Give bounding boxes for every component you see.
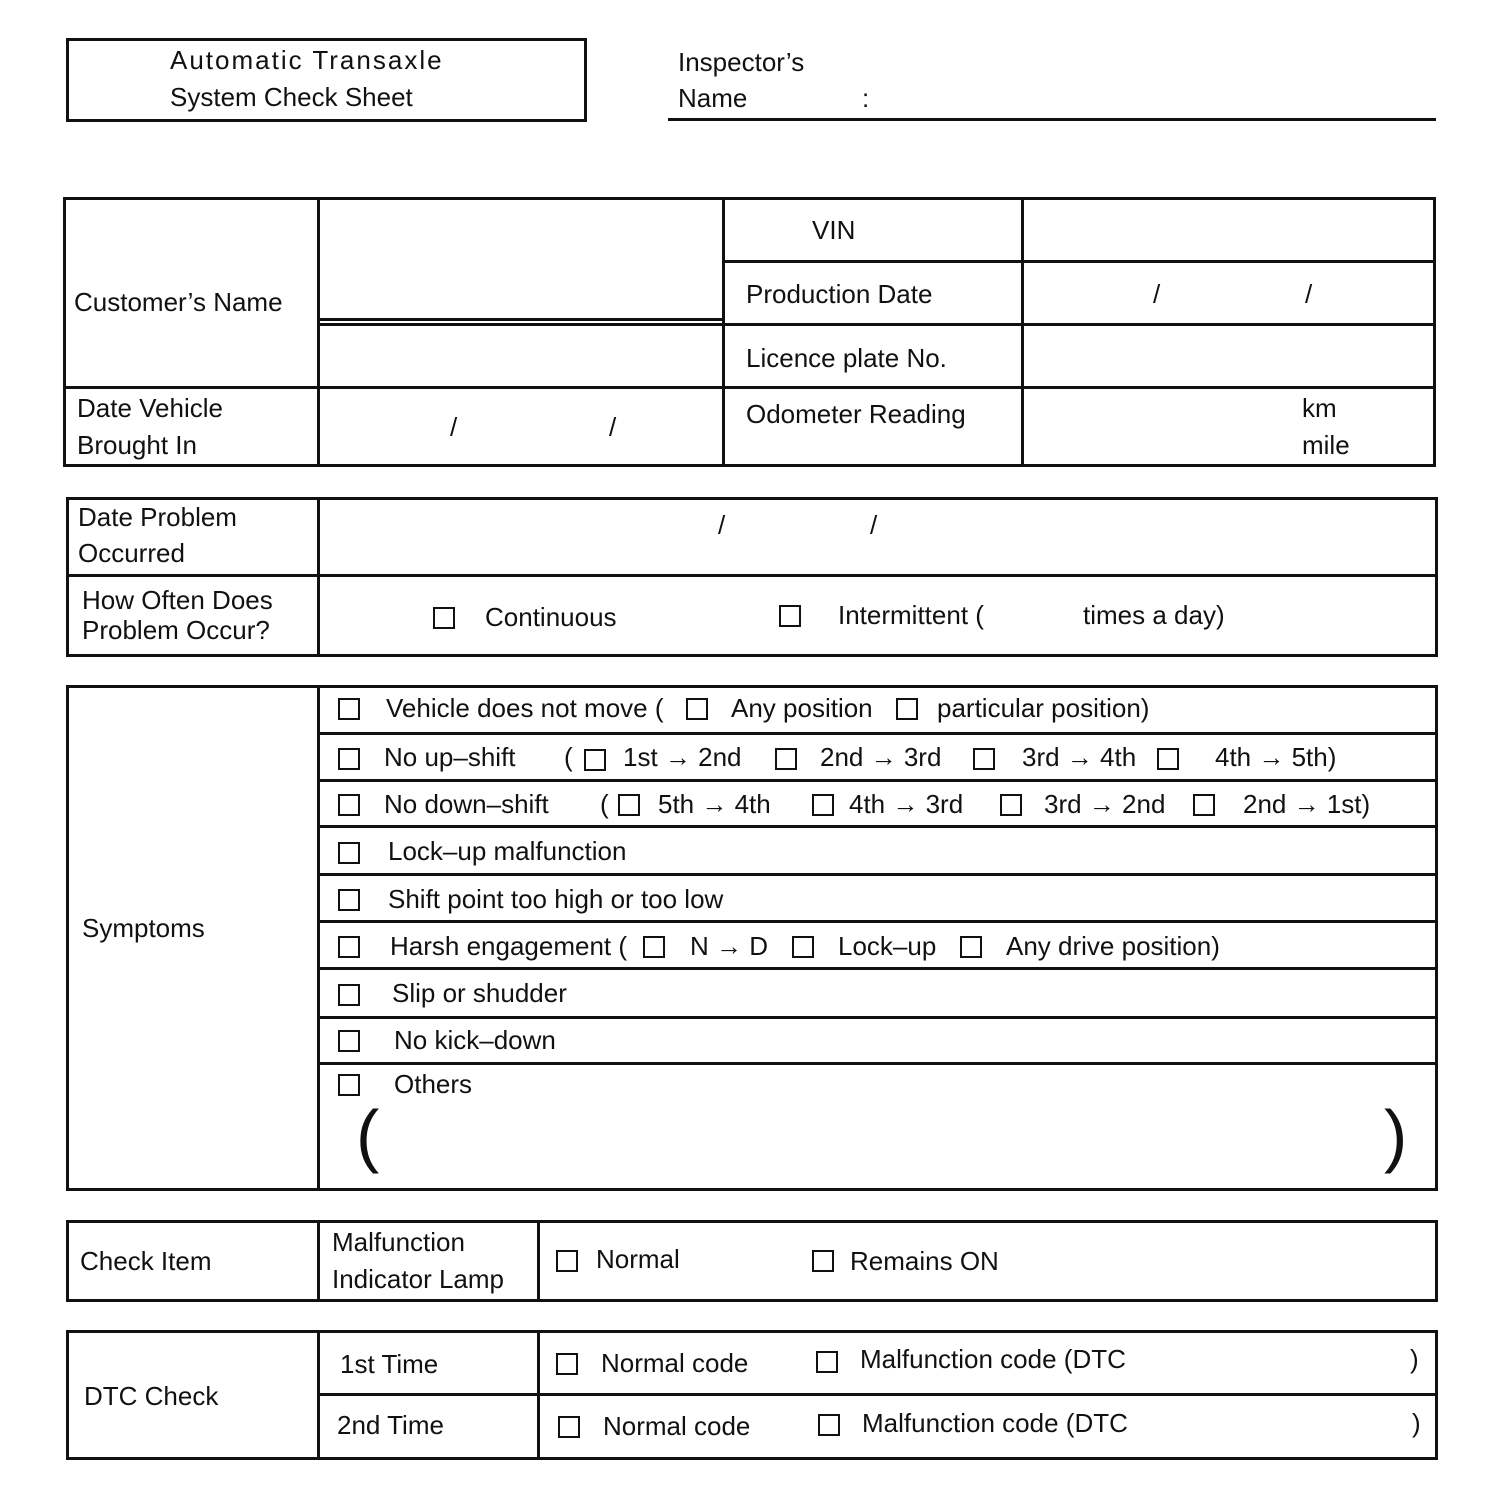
dtc-check-label: DTC Check <box>84 1381 219 1411</box>
continuous-label: Continuous <box>485 602 617 632</box>
date-brought-in-sep-1: / <box>450 412 458 442</box>
licence-plate-label: Licence plate No. <box>746 343 947 373</box>
upshift-3-4-label: 3rd → 4th <box>1022 742 1137 772</box>
harsh-lockup-label: Lock–up <box>838 931 937 961</box>
any-position-checkbox[interactable] <box>686 698 708 720</box>
downshift-5-4-label: 5th → 4th <box>658 789 771 819</box>
dtc-2nd-close-paren: ) <box>1412 1408 1421 1438</box>
upshift-4-5-checkbox[interactable] <box>1157 748 1179 770</box>
mil-remains-on-checkbox[interactable] <box>812 1250 834 1272</box>
production-date-sep-1: / <box>1153 279 1161 309</box>
harsh-engagement-checkbox[interactable] <box>338 936 360 958</box>
check-item-table <box>66 1220 1438 1302</box>
dtc-second-time-label: 2nd Time <box>337 1410 444 1440</box>
harsh-n-d-checkbox[interactable] <box>643 936 665 958</box>
no-downshift-label: No down–shift <box>384 789 549 819</box>
mil-label-1: Malfunction <box>332 1227 465 1257</box>
upshift-4-5-label: 4th → 5th) <box>1215 742 1337 772</box>
lockup-malfunction-checkbox[interactable] <box>338 842 360 864</box>
upshift-1-2-checkbox[interactable] <box>584 749 606 771</box>
date-brought-in-label-2: Brought In <box>77 430 197 460</box>
dtc-first-time-label: 1st Time <box>340 1349 439 1379</box>
mil-remains-on-label: Remains ON <box>850 1246 999 1276</box>
mil-normal-checkbox[interactable] <box>556 1250 578 1272</box>
downshift-3-2-checkbox[interactable] <box>1000 794 1022 816</box>
symptoms-label: Symptoms <box>82 913 205 943</box>
date-problem-sep-2: / <box>870 510 878 540</box>
dtc-1st-malfunction-checkbox[interactable] <box>816 1351 838 1373</box>
problem-occurrence-table <box>66 497 1438 657</box>
upshift-open-paren: ( <box>564 742 573 772</box>
not-move-checkbox[interactable] <box>338 698 360 720</box>
inspector-colon: : <box>862 83 870 113</box>
date-brought-in-sep-2: / <box>609 412 617 442</box>
odometer-unit-mile: mile <box>1302 430 1350 460</box>
downshift-open-paren: ( <box>600 789 609 819</box>
harsh-n-d-label: N → D <box>690 931 768 961</box>
others-checkbox[interactable] <box>338 1074 360 1096</box>
slip-shudder-checkbox[interactable] <box>338 984 360 1006</box>
upshift-2-3-checkbox[interactable] <box>775 748 797 770</box>
vin-label: VIN <box>812 215 856 245</box>
intermittent-checkbox[interactable] <box>779 605 801 627</box>
no-downshift-checkbox[interactable] <box>338 794 360 816</box>
odometer-field[interactable] <box>1026 392 1296 462</box>
check-item-label: Check Item <box>80 1246 212 1276</box>
downshift-4-3-label: 4th → 3rd <box>849 789 964 819</box>
downshift-3-2-label: 3rd → 2nd <box>1044 789 1166 819</box>
licence-plate-field[interactable] <box>1026 328 1432 384</box>
date-brought-in-label-1: Date Vehicle <box>77 393 223 423</box>
downshift-2-1-label: 2nd → 1st) <box>1243 789 1371 819</box>
others-close-paren: ) <box>1384 1096 1408 1174</box>
downshift-4-3-checkbox[interactable] <box>812 794 834 816</box>
customer-name-field[interactable] <box>322 200 720 316</box>
customer-name-label: Customer’s Name <box>74 287 283 317</box>
mil-normal-label: Normal <box>596 1244 680 1274</box>
dtc-2nd-normal-label: Normal code <box>603 1411 751 1441</box>
inspector-label-line-2: Name <box>678 83 748 113</box>
slip-shudder-label: Slip or shudder <box>392 978 567 1008</box>
dtc-2nd-code-field[interactable] <box>1152 1409 1408 1449</box>
no-kickdown-label: No kick–down <box>394 1025 556 1055</box>
times-a-day-label: times a day) <box>1083 600 1225 630</box>
no-kickdown-checkbox[interactable] <box>338 1030 360 1052</box>
dtc-1st-code-field[interactable] <box>1150 1346 1406 1386</box>
harsh-any-drive-label: Any drive position) <box>1006 931 1220 961</box>
intermittent-label: Intermittent ( <box>838 600 984 630</box>
lockup-malfunction-label: Lock–up malfunction <box>388 836 627 866</box>
downshift-2-1-checkbox[interactable] <box>1193 794 1215 816</box>
inspector-name-field[interactable] <box>668 118 1436 121</box>
dtc-2nd-malfunction-checkbox[interactable] <box>818 1414 840 1436</box>
harsh-lockup-checkbox[interactable] <box>792 936 814 958</box>
title-line-2: System Check Sheet <box>170 82 413 112</box>
dtc-2nd-malfunction-label: Malfunction code (DTC <box>862 1408 1128 1438</box>
others-detail-field[interactable] <box>390 1104 1376 1178</box>
how-often-label-1: How Often Does <box>82 585 273 615</box>
particular-position-label: particular position) <box>937 693 1150 723</box>
shift-point-checkbox[interactable] <box>338 889 360 911</box>
date-problem-sep-1: / <box>718 510 726 540</box>
others-open-paren: ( <box>356 1096 380 1174</box>
production-date-label: Production Date <box>746 279 933 309</box>
others-label: Others <box>394 1069 473 1099</box>
production-date-sep-2: / <box>1305 279 1313 309</box>
customer-name-field-2[interactable] <box>322 328 720 384</box>
dtc-1st-malfunction-label: Malfunction code (DTC <box>860 1344 1126 1374</box>
dtc-1st-normal-checkbox[interactable] <box>556 1353 578 1375</box>
dtc-1st-close-paren: ) <box>1410 1344 1419 1374</box>
date-problem-label-1: Date Problem <box>78 502 237 532</box>
particular-position-checkbox[interactable] <box>896 698 918 720</box>
mil-label-2: Indicator Lamp <box>332 1264 504 1294</box>
how-often-label-2: Problem Occur? <box>82 615 270 645</box>
not-move-label: Vehicle does not move ( <box>386 693 664 723</box>
vin-field[interactable] <box>1026 200 1432 258</box>
any-position-label: Any position <box>731 693 873 723</box>
odometer-unit-km: km <box>1302 393 1337 423</box>
continuous-checkbox[interactable] <box>433 607 455 629</box>
date-problem-label-2: Occurred <box>78 538 185 568</box>
shift-point-label: Shift point too high or too low <box>388 884 724 914</box>
no-upshift-label: No up–shift <box>384 742 516 772</box>
downshift-5-4-checkbox[interactable] <box>618 794 640 816</box>
dtc-1st-normal-label: Normal code <box>601 1348 749 1378</box>
odometer-label: Odometer Reading <box>746 399 966 429</box>
dtc-2nd-normal-checkbox[interactable] <box>558 1416 580 1438</box>
harsh-engagement-label: Harsh engagement ( <box>390 931 628 961</box>
upshift-2-3-label: 2nd → 3rd <box>820 742 942 772</box>
inspector-label-line-1: Inspector’s <box>678 47 805 77</box>
title-line-1: Automatic Transaxle <box>170 45 444 75</box>
upshift-1-2-label: 1st → 2nd <box>623 742 742 772</box>
harsh-any-drive-checkbox[interactable] <box>960 936 982 958</box>
upshift-3-4-checkbox[interactable] <box>973 748 995 770</box>
no-upshift-checkbox[interactable] <box>338 748 360 770</box>
